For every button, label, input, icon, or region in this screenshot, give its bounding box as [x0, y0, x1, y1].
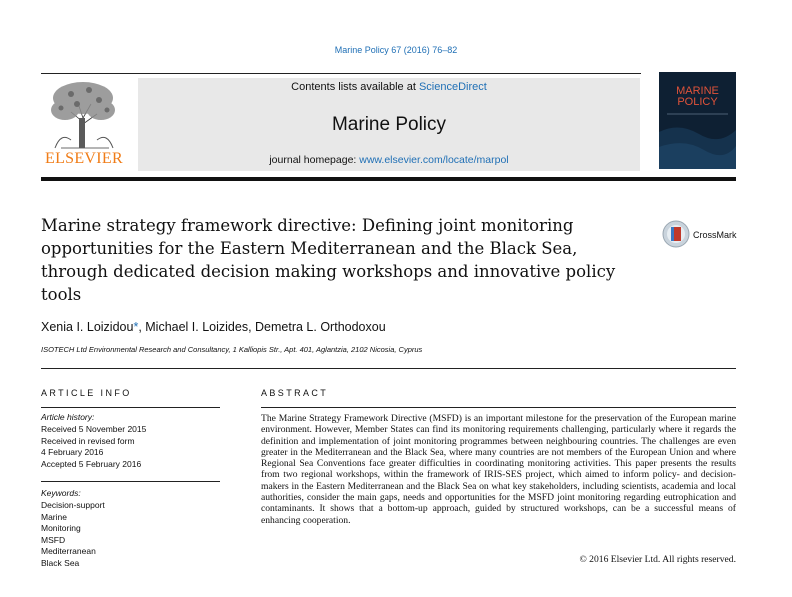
article-title [41, 214, 651, 306]
cover-title-line2: POLICY [677, 96, 718, 108]
homepage-prefix: journal homepage: [269, 154, 360, 166]
journal-homepage-line [138, 154, 640, 166]
keyword-item: Monitoring [41, 523, 81, 533]
history-entry: Received in revised form [41, 435, 135, 446]
keyword-item: Mediterranean [41, 546, 96, 556]
contents-lists-line [138, 81, 640, 93]
abstract-heading: ABSTRACT [261, 388, 329, 398]
title-line-2: opportunities for the Eastern Mediterranean and the Black Sea, [41, 239, 578, 258]
corresponding-author-link[interactable]: * [133, 320, 139, 334]
affiliation: ISOTECH Ltd Environmental Research and Consultancy, 1 Kalliopis Str., Apt. 401, Aglantzia, 2102 Nicosia, Cyprus [41, 345, 423, 354]
abstract-rule [261, 407, 736, 408]
title-line-3: through dedicated decision making workshops and innovative policy [41, 262, 616, 281]
title-line-1: Marine strategy framework directive: Defining joint monitoring [41, 216, 574, 235]
article-info-rule [41, 407, 220, 408]
journal-cover[interactable] [659, 72, 736, 169]
copyright-notice: © 2016 Elsevier Ltd. All rights reserved. [579, 554, 736, 565]
authors-rest: , Michael I. Loizides, Demetra L. Orthodoxou [138, 320, 386, 334]
sciencedirect-link[interactable]: ScienceDirect [418, 81, 487, 93]
header-thick-rule [41, 177, 736, 181]
author-list [41, 320, 386, 334]
elsevier-wordmark: ELSEVIER [45, 150, 123, 167]
history-entry: 4 February 2016 [41, 447, 104, 457]
abstract-text: The Marine Strategy Framework Directive (MSFD) is an important milestone for the preservation of the European marine environment. However, Member States can find its monitoring requirements challenging, particularly where it regards the definition and implementation of joint monitoring programmes between neighbouring countries. The challenges are even greater in the Mediterranean and the Black Sea, where many countries are not members of the European Union and where Regional Sea Conventions face greater difficulties in coordinating monitoring activities. This paper presents the results from two regional workshops, within the framework of IRIS-SES project, which aimed to inform policy- and decision-makers in the Eastern Mediterranean and the Black Sea on what key stakeholders, including scientists, academia and local authorities, consider the main gaps, needs and opportunities for the MSFD joint monitoring regarding eutrophication and contaminants. It shows that a bottom-up approach, guided by structured workshops, can be a successful means of enhancing cooperation. [261, 413, 736, 526]
article-history-label: Article history: [41, 412, 95, 422]
keywords-rule [41, 481, 220, 482]
keywords-label: Keywords: [41, 488, 81, 498]
author-first: Xenia I. Loizidou [41, 320, 134, 334]
keyword-item: Black Sea [41, 557, 80, 568]
history-entry: Received 5 November 2015 [41, 424, 147, 434]
contents-prefix: Contents lists available at [291, 81, 419, 93]
keyword-item: Decision-support [41, 500, 105, 510]
journal-name: Marine Policy [331, 114, 447, 135]
journal-reference[interactable]: Marine Policy 67 (2016) 76–82 [334, 45, 458, 55]
top-rule [41, 73, 641, 74]
crossmark-label[interactable]: CrossMark [693, 230, 737, 240]
article-info-heading: ARTICLE INFO [41, 388, 132, 398]
section-divider [41, 368, 736, 369]
keyword-item: MSFD [41, 534, 66, 545]
homepage-link[interactable]: www.elsevier.com/locate/marpol [359, 154, 509, 166]
crossmark-icon [661, 219, 691, 249]
cover-title-line1: MARINE [676, 85, 719, 97]
history-entry: Accepted 5 February 2016 [41, 458, 142, 469]
cover-title [659, 86, 736, 108]
title-line-4: tools [41, 285, 82, 304]
keyword-item: Marine [41, 511, 67, 522]
